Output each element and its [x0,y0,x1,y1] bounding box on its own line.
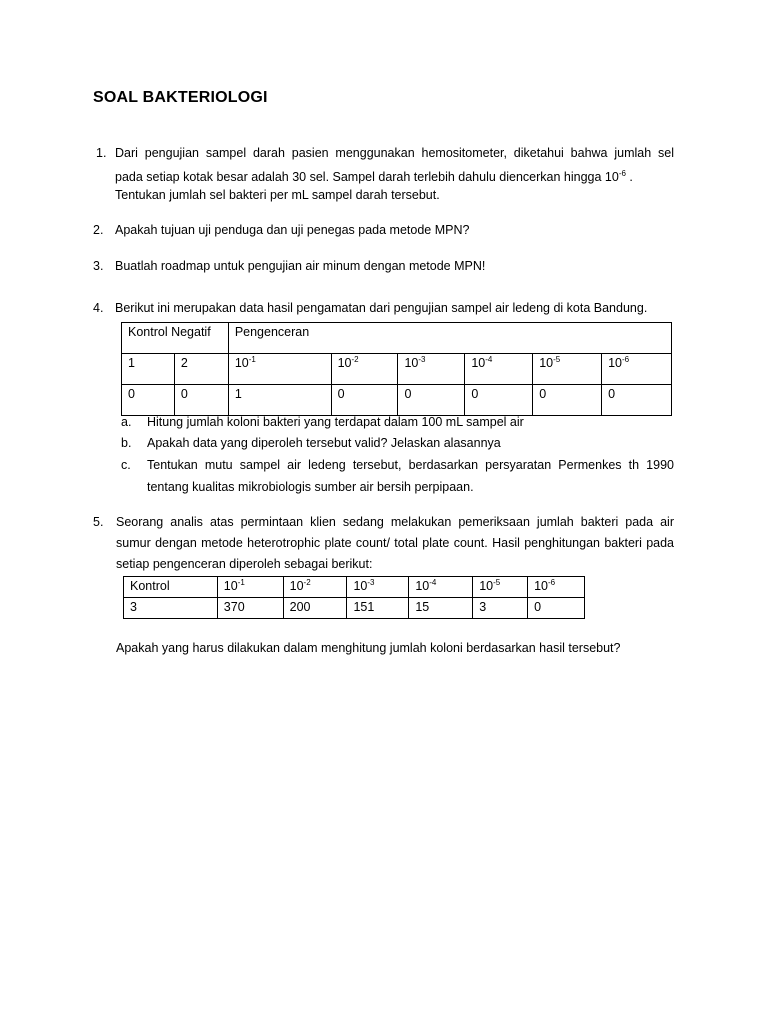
table-header-cell: Kontrol Negatif [122,323,229,354]
question-text-line: sumur dengan metode heterotrophic plate count/ total plate count. Hasil penghitungan bakteri pada [116,536,674,550]
table-header-row [124,577,585,598]
table-cell: 2 [174,354,228,385]
table-cell: 200 [283,598,347,619]
question-text-line: setiap pengenceran diperoleh sebagai berikut: [116,557,373,571]
table-header-cell: $10^{-3}$ [347,577,409,598]
table-cell: 3 [473,598,528,619]
table-header-cell: $10^{-6}$ [528,577,585,598]
question-text: Apakah yang harus dilakukan dalam menghitung jumlah koloni berdasarkan hasil tersebut? [116,641,621,655]
sub-question-mark: b. [121,436,132,450]
table-cell: 0 [331,385,398,416]
table-cell: 0 [174,385,228,416]
question-number: 3. [93,259,104,273]
question-number: 4. [93,301,104,315]
table-header-cell: $10^{-2}$ [283,577,347,598]
table-header-cell: $10^{-4}$ [409,577,473,598]
plate-count-table [123,576,585,619]
question-text: Buatlah roadmap untuk pengujian air minum dengan metode MPN! [115,259,486,273]
table-cell: 0 [602,385,672,416]
sub-question-mark: a. [121,415,132,429]
question-number: 2. [93,223,104,237]
question-text-line: Tentukan jumlah sel bakteri per mL sampel darah tersebut. [115,188,440,202]
question-number: 5. [93,515,104,529]
table-header-cell: $10^{-1}$ [217,577,283,598]
sub-question-text: Tentukan mutu sampel air ledeng tersebut, berdasarkan persyaratan Permenkes th 1990 [147,458,674,472]
table-row [122,385,672,416]
table-cell: 0 [465,385,533,416]
table-cell: 1 [228,385,331,416]
table-cell: 0 [398,385,465,416]
table-cell: 3 [124,598,218,619]
table-row [122,354,672,385]
table-cell: 0 [122,385,175,416]
table-cell: 15 [409,598,473,619]
table-cell: $10^{-3}$ [398,354,465,385]
question-text: Berikut ini merupakan data hasil pengamatan dari pengujian sampel air ledeng di kota Bandung. [115,301,648,315]
table-cell: $10^{-2}$ [331,354,398,385]
table-header-cell: $10^{-5}$ [473,577,528,598]
sub-question-text: Hitung jumlah koloni bakteri yang terdapat dalam 100 mL sampel air [147,415,524,429]
table-cell: $10^{-6}$ [602,354,672,385]
question-text-line: pada setiap kotak besar adalah 30 sel. Sampel darah terlebih dahulu diencerkan hingga $10^{-6}$ . [115,169,633,184]
table-cell: 0 [533,385,602,416]
table-cell: $10^{-5}$ [533,354,602,385]
question-text-line: Dari pengujian sampel darah pasien menggunakan hemositometer, diketahui bahwa jumlah sel [115,146,674,160]
question-text: Apakah tujuan uji penduga dan uji penegas pada metode MPN? [115,223,470,237]
sub-question-text: Apakah data yang diperoleh tersebut valid? Jelaskan alasannya [147,436,501,450]
table-cell: 151 [347,598,409,619]
mpn-data-table [121,322,672,416]
table-header-row [122,323,672,354]
table-cell: 370 [217,598,283,619]
table-cell: 1 [122,354,175,385]
table-cell: $10^{-4}$ [465,354,533,385]
page-title: SOAL BAKTERIOLOGI [93,89,268,106]
table-header-cell: Kontrol [124,577,218,598]
table-cell: 0 [528,598,585,619]
table-header-cell: Pengenceran [228,323,671,354]
sub-question-mark: c. [121,458,131,472]
question-number: 1. [96,146,107,160]
question-text-line: Seorang analis atas permintaan klien sedang melakukan pemeriksaan jumlah bakteri pada air [116,515,674,529]
table-cell: $10^{-1}$ [228,354,331,385]
sub-question-text: tentang kualitas mikrobiologis sumber air bersih perpipaan. [147,480,474,494]
table-row [124,598,585,619]
